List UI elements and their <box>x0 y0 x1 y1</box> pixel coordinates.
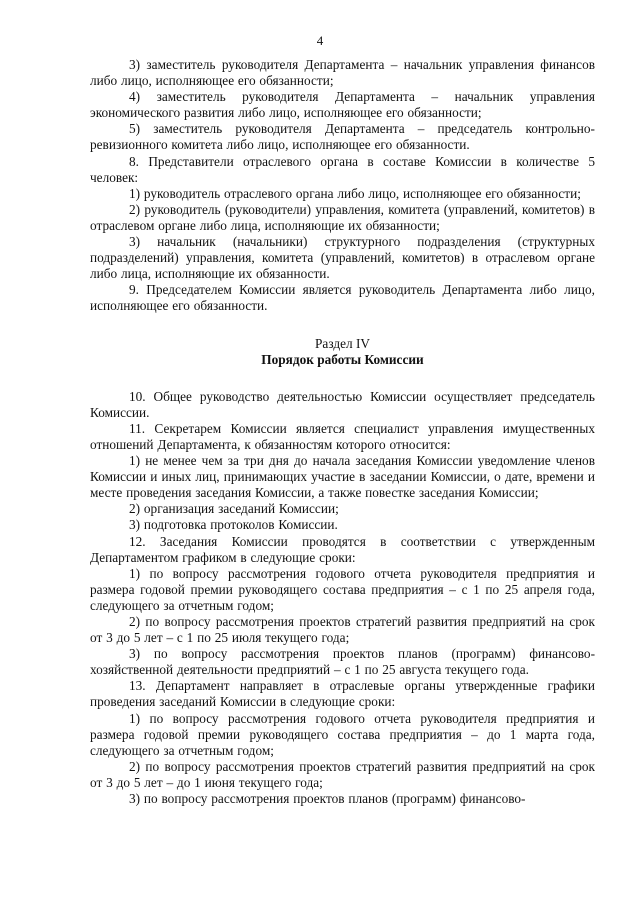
paragraph-clause-8-item-3: 3) начальник (начальники) структурного подразделения (структурных подразделений) управления, комитета (управлений, комитетов) в отраслевом органе либо лица, исполняющие их обязанности. <box>90 234 595 282</box>
section-title: Порядок работы Комиссии <box>261 351 424 367</box>
paragraph-clause-11-item-2: 2) организация заседаний Комиссии; <box>129 501 339 517</box>
paragraph-clause-8-item-1: 1) руководитель отраслевого органа либо лицо, исполняющее его обязанности; <box>129 185 581 201</box>
paragraph-clause-11-item-1: 1) не менее чем за три дня до начала заседания Комиссии уведомление членов Комиссии и иных лиц, принимающих участие в заседании Комиссии, о дате, времени и месте проведения заседания Комиссии, а также повестке заседания Комиссии; <box>90 453 595 501</box>
paragraph-clause-8-item-2: 2) руководитель (руководители) управления, комитета (управлений, комитетов) в отраслевом органе либо лица, исполняющие их обязанности; <box>90 201 595 233</box>
paragraph-clause-13-item-3: 3) по вопросу рассмотрения проектов планов (программ) финансово- <box>129 791 526 807</box>
paragraph-clause-10: 10. Общее руководство деятельностью Комиссии осуществляет председатель Комиссии. <box>90 388 595 420</box>
paragraph-clause-12: 12. Заседания Комиссии проводятся в соответствии с утвержденным Департаментом графиком в следующие сроки: <box>90 533 595 565</box>
paragraph-clause-8: 8. Представители отраслевого органа в составе Комиссии в количестве 5 человек: <box>90 153 595 185</box>
paragraph-clause-13: 13. Департамент направляет в отраслевые органы утвержденные графики проведения заседаний Комиссии в следующие сроки: <box>90 678 595 710</box>
section-label: Раздел IV <box>315 335 370 351</box>
paragraph-clause-12-item-2: 2) по вопросу рассмотрения проектов стратегий развития предприятий на срок от 3 до 5 лет – с 1 по 25 июля текущего года; <box>90 614 595 646</box>
paragraph-item-3-deputy-finance: 3) заместитель руководителя Департамента – начальник управления финансов либо лицо, исполняющее его обязанности; <box>90 57 595 89</box>
document-body <box>90 57 595 807</box>
paragraph-clause-9: 9. Председателем Комиссии является руководитель Департамента либо лицо, исполняющее его обязанности. <box>90 282 595 314</box>
paragraph-clause-12-item-1: 1) по вопросу рассмотрения годового отчета руководителя предприятия и размера годовой премии руководящего состава предприятия – с 1 по 25 апреля года, следующего за отчетным годом; <box>90 565 595 613</box>
paragraph-clause-13-item-2: 2) по вопросу рассмотрения проектов стратегий развития предприятий на срок от 3 до 5 лет – до 1 июня текущего года; <box>90 758 595 790</box>
paragraph-item-4-deputy-economic: 4) заместитель руководителя Департамента – начальник управления экономического развития либо лицо, исполняющее его обязанности; <box>90 89 595 121</box>
paragraph-clause-11: 11. Секретарем Комиссии является специалист управления имущественных отношений Департамента, к обязанностям которого относится: <box>90 420 595 452</box>
paragraph-clause-12-item-3: 3) по вопросу рассмотрения проектов планов (программ) финансово-хозяйственной деятельности предприятий – с 1 по 25 августа текущего года. <box>90 646 595 678</box>
paragraph-clause-13-item-1: 1) по вопросу рассмотрения годового отчета руководителя предприятия и размера годовой премии руководящего состава предприятия – до 1 марта года, следующего за отчетным годом; <box>90 710 595 758</box>
page-number: 4 <box>316 33 324 48</box>
paragraph-item-5-deputy-audit: 5) заместитель руководителя Департамента – председатель контрольно-ревизионного комитета либо лицо, исполняющее его обязанности. <box>90 121 595 153</box>
section-spacer <box>90 315 595 336</box>
paragraph-clause-11-item-3: 3) подготовка протоколов Комиссии. <box>129 517 338 533</box>
